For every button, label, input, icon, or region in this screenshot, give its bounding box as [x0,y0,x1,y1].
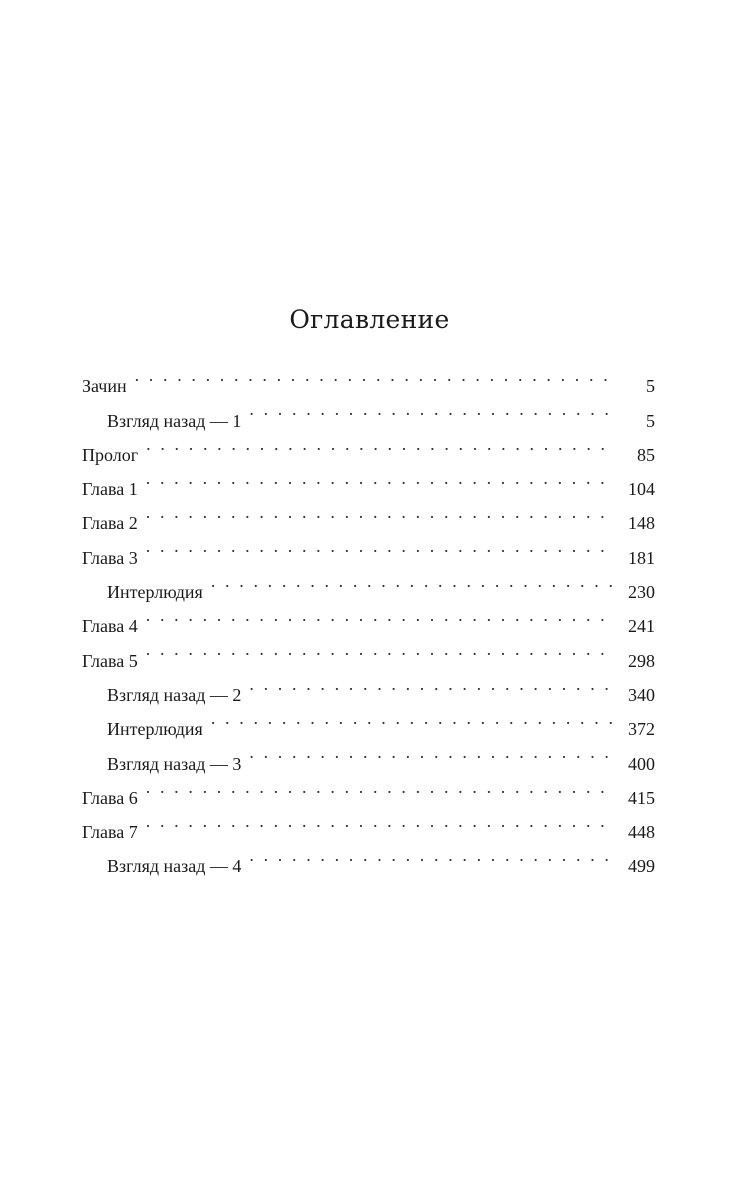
toc-entry-page-number: 5 [646,410,655,431]
toc-entry-page-number: 241 [628,616,655,637]
dot-leader [146,461,613,495]
toc-entry-label: Глава 4 [82,616,138,637]
toc-entry-label: Взгляд назад — 4 [107,856,242,877]
toc-entry-label: Глава 1 [82,479,138,500]
dot-leader [211,701,613,735]
toc-entry [82,392,655,431]
toc-entry-page-number: 448 [628,822,655,843]
dot-leader [146,598,613,632]
toc-entry-page-number: 372 [628,719,655,740]
toc-entry-page-number: 400 [628,753,655,774]
page-title: Оглавление [289,305,450,334]
toc-entry-page-number: 415 [628,787,655,808]
toc-entry-label: Взгляд назад — 1 [107,410,242,431]
dot-leader [211,564,613,598]
toc-entry-label: Глава 3 [82,547,138,568]
toc-entry-page-number: 230 [628,582,655,603]
toc-entry-label: Интерлюдия [107,719,203,740]
dot-leader [146,770,613,804]
toc-entry-page-number: 148 [628,513,655,534]
toc-entry-page-number: 340 [628,684,655,705]
toc-entry-page-number: 5 [646,376,655,397]
toc-entry [82,495,655,534]
toc-entry-label: Глава 5 [82,650,138,671]
toc-entry-page-number: 181 [628,547,655,568]
toc-entry [82,529,655,568]
toc-entry-label: Взгляд назад — 3 [107,753,242,774]
toc-entry-label: Глава 6 [82,787,138,808]
dot-leader [135,358,613,392]
toc-entry [82,804,655,843]
dot-leader [249,667,613,701]
dot-leader [249,392,613,426]
toc-entry-page-number: 298 [628,650,655,671]
toc-entry-label: Глава 7 [82,822,138,843]
toc-entry [82,564,655,603]
dot-leader [249,838,613,872]
dot-leader [249,735,613,769]
toc-entry [82,598,655,637]
toc-entry-label: Зачин [82,376,127,397]
toc-entry-page-number: 85 [637,444,655,465]
toc-entry-page-number: 499 [628,856,655,877]
toc-entry [82,427,655,465]
dot-leader [146,632,613,666]
dot-leader [146,804,613,838]
toc-entry-label: Пролог [82,444,139,465]
toc-entry [82,632,655,671]
toc-entry-label: Глава 2 [82,513,138,534]
toc-entry [82,667,655,705]
toc-entry [82,838,655,877]
dot-leader [146,529,613,563]
dot-leader [146,427,613,461]
table-of-contents [82,358,655,877]
toc-entry-page-number: 104 [628,479,655,500]
dot-leader [146,495,613,529]
toc-entry-label: Интерлюдия [107,582,203,603]
toc-entry [82,461,655,500]
toc-entry [82,770,655,808]
toc-entry [82,358,655,397]
toc-entry-label: Взгляд назад — 2 [107,684,242,705]
